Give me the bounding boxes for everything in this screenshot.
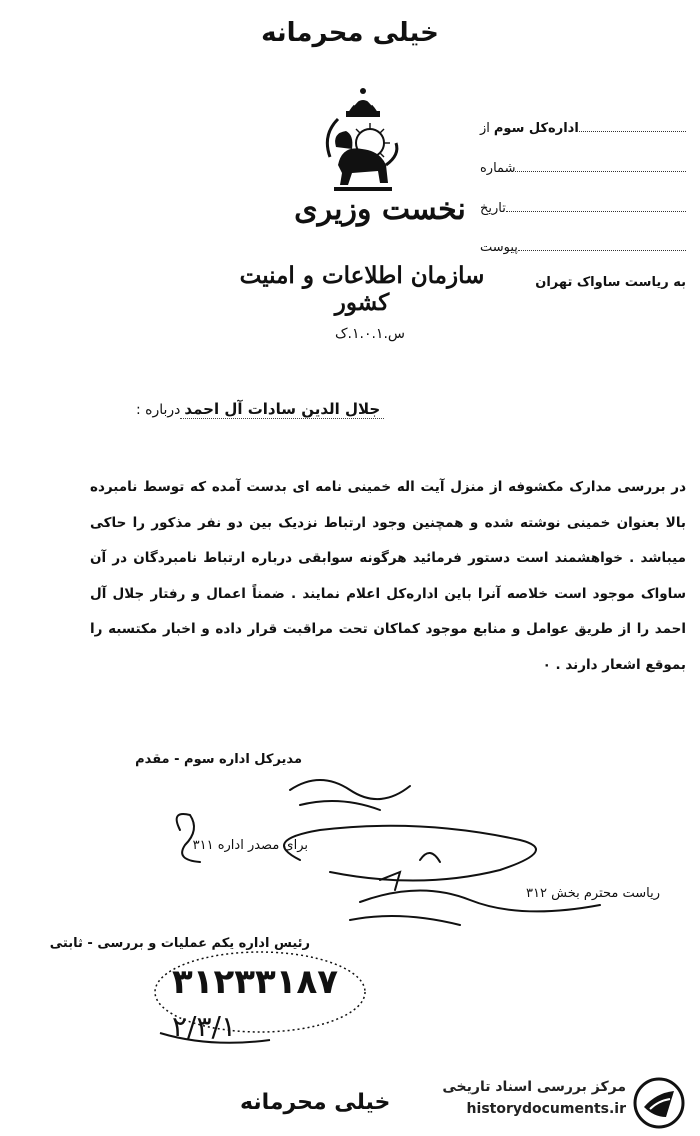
- attachment-label: پیوست: [480, 240, 518, 255]
- archive-logo-icon: [632, 1077, 686, 1129]
- classification-heading-top: خیلی محرمانه: [261, 18, 439, 48]
- from-value: اداره‌کل سوم: [493, 121, 579, 136]
- date-field: [476, 194, 686, 216]
- attachment-field: [476, 233, 686, 255]
- signatory-title: مدیرکل اداره سوم - مقدم: [135, 752, 302, 767]
- handwritten-note-b: ریاست محترم بخش ۳۱۲: [526, 886, 660, 901]
- from-dotted-line: [579, 119, 686, 132]
- handwritten-note-a: برای مصدر اداره ۳۱۱: [192, 838, 308, 853]
- date-dotted-line: [506, 199, 686, 212]
- agency-name: سازمان اطلاعات و امنیت کشور: [239, 262, 485, 316]
- archive-watermark: [418, 1075, 690, 1131]
- number-field: [476, 154, 686, 176]
- watermark-name: مرکز بررسی اسناد تاریخی: [442, 1079, 626, 1095]
- number-label: شماره: [480, 161, 516, 176]
- from-label: از: [480, 121, 490, 136]
- subject-line: [130, 400, 550, 419]
- subject-value: جلال الدین سادات آل احمد: [180, 400, 384, 419]
- classification-heading-bottom: خیلی محرمانه: [240, 1090, 391, 1115]
- letter-body: در بررسی مدارک مکشوفه از منزل آیت اله خمینی نامه ای بدست آمده که توسط نامبرده بالا بعنوان خمینی نوشته شده و همچنین وجود ارتباط نزدیک بین دو نفر مذکور را حاکی میباشد . خواهشمند است دستور فرمائید هرگونه سوابقی درباره ارتباط نامبردگان در آن ساواک موجود است خلاصه آنرا باین اداره‌کل اعلام نمایند . ضمناً اعمال و رفتار جلال آل احمد را از طریق عوامل و منابع موجود کماکان تحت مراقبت قرار داده و اخبار مکتسبه را بموقع اشعار دارند . ۰: [90, 479, 686, 673]
- lion-and-sun-emblem: [318, 85, 408, 200]
- from-field: [476, 114, 686, 136]
- recipient: به ریاست ساواک تهران: [535, 275, 686, 290]
- registry-number: ۳۱۲۳۳۱۸۷: [172, 962, 339, 1002]
- attachment-dotted-line: [518, 238, 686, 251]
- date-label: تاریخ: [480, 201, 506, 216]
- subject-label: درباره :: [136, 401, 181, 418]
- ministry-name: نخست وزیری: [294, 192, 466, 227]
- registry-date: ۲/۳/۱: [172, 1010, 236, 1043]
- watermark-url: historydocuments.ir: [466, 1101, 626, 1117]
- number-dotted-line: [515, 159, 686, 172]
- reference-code: س.۱.۰.۱.ک: [335, 326, 405, 342]
- handwritten-note-c: رئیس اداره یکم عملیات و بررسی - ثابتی: [49, 936, 310, 951]
